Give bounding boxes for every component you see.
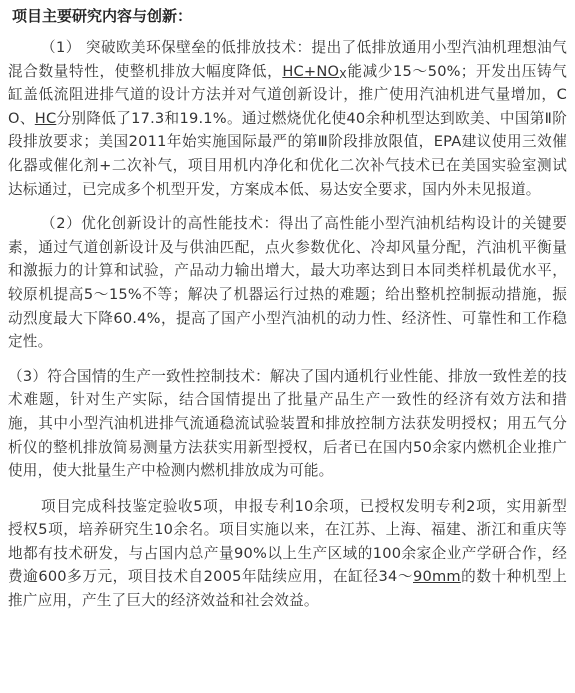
nox-subscript: X [339, 67, 347, 81]
paragraph-consistency-control: （3）符合国情的生产一致性控制技术：解决了国内通机行业性能、排放一致性差的技术难题，针对生产实际，结合国情提出了批量产品生产一致性的经济有效方法和措施，其中小型汽油机进排气流通稳流试验装置和排放控制方法获发明授权；用五气分析仪的整机排放简易测量方法获实用新型授权，后者已在国内50余家内燃机企业推广使用，使大批量生产中检测内燃机排放成为可能。 [8, 367, 567, 480]
hc-term: HC [282, 62, 304, 80]
p4-text-a: 项目完成科技鉴定验收5项，申报专利10余项，已授权发明专利2项，实用新型授权5项，培养研究生10余名。项目实施以来，在江苏、上海、福建、浙江和重庆等地都有技术研发，与占国内总产量90%以上生产区域的100余家企业产学研合作，经费逾600多万元，项目技术自2005年陆续应用，在缸径34～ [8, 497, 567, 586]
p1-text-d: 分别降低了17.3和19.1%。通过燃烧优化使40余种机型达到欧美、中国第Ⅱ阶段排放要求；美国2011年始实施国际最严的第Ⅲ阶段排放限值，EPA建议使用三效催化器或催化剂+二次补气，项目用机内净化和优化二次补气技术已在美国实验室测试达标通过，已完成多个机型开发，方案成本低、易达安全要求，国内外未见报道。 [8, 109, 567, 198]
paragraph-low-emission [8, 36, 567, 201]
p1-text-c: 能减少15～50%；开发出压铸气缸盖低流阻进排气道的设计方法并对气道创新设计，推广使用汽油机进气量增加，CO、 [8, 62, 567, 127]
p4-text-b: 的数十种机型上推广应用，产生了巨大的经济效益和社会效益。 [8, 568, 567, 610]
hc-term-2: HC [34, 109, 57, 127]
mm-term: 90mm [413, 568, 461, 586]
p1-text-a: （1） 突破欧美环保壁垒的低排放技术：提出了低排放通用小型汽油机理想油气混合数量特性，使整机排放大幅度降低， [8, 39, 567, 80]
paragraph-high-performance: （2）优化创新设计的高性能技术：得出了高性能小型汽油机结构设计的关键要素，通过气道创新设计及与供油匹配，点火参数优化、冷却风量分配，汽油机平衡量和激振力的计算和试验，产品动力输出增大，最大功率达到日本同类样机最优水平，较原机提高5～15%不等；解决了机器运行过热的难题；给出整机控制振动措施，振动烈度最大下降60.4%，提高了国产小型汽油机的动力性、经济性、可靠性和工作稳定性。 [8, 215, 567, 351]
nox-text: +NO [303, 62, 340, 80]
nox-term [304, 63, 347, 80]
section-title: 项目主要研究内容与创新： [12, 7, 193, 25]
paragraph-achievements [8, 495, 567, 613]
